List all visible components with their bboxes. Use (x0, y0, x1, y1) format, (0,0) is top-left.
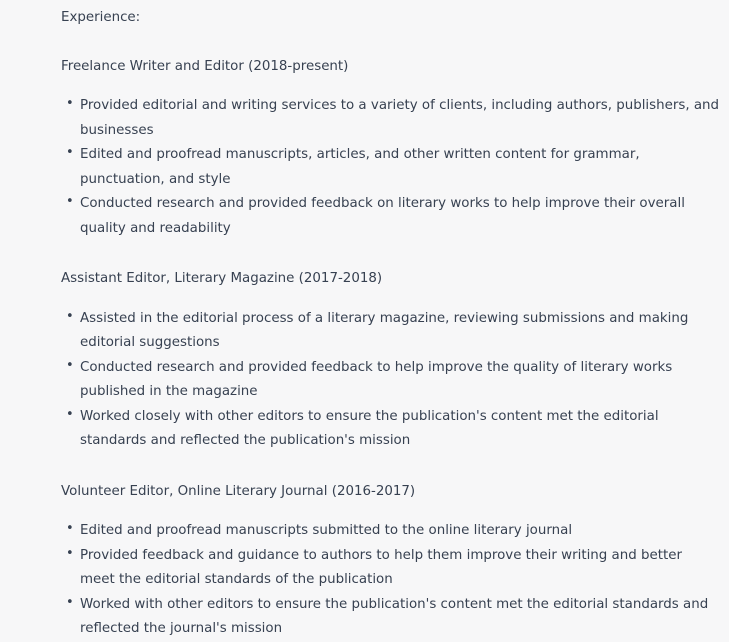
list-item (66, 356, 720, 405)
bullet-icon: • (66, 545, 74, 561)
bullet-text: Worked with other editors to ensure the publication's content met the editorial standards and reflected the journal's mission (80, 596, 709, 636)
job-title: Volunteer Editor, Online Literary Journal (2016-2017) (61, 483, 416, 499)
bullet-text: Assisted in the editorial process of a literary magazine, reviewing submissions and making editorial suggestions (80, 310, 689, 350)
list-item (66, 519, 720, 544)
bullet-text: Provided feedback and guidance to authors to help them improve their writing and better meet the editorial standards of the publication (80, 547, 682, 587)
list-item (66, 405, 720, 454)
list-item (66, 307, 720, 356)
list-item (66, 544, 720, 593)
bullet-text: Worked closely with other editors to ensure the publication's content met the editorial standards and reflected the publication's mission (80, 408, 659, 448)
bullet-icon: • (66, 308, 74, 324)
list-item (66, 593, 720, 642)
job-title: Freelance Writer and Editor (2018-present) (61, 58, 349, 74)
bullet-icon: • (66, 357, 74, 373)
list-item (66, 143, 720, 192)
bullet-icon: • (66, 594, 74, 610)
job-title: Assistant Editor, Literary Magazine (2017-2018) (61, 271, 383, 286)
bullet-text: Provided editorial and writing services to a variety of clients, including authors, publishers, and businesses (80, 98, 720, 138)
list-item (66, 94, 720, 143)
job-bullet-list (61, 307, 720, 454)
job-bullet-list (61, 94, 720, 241)
bullet-icon: • (66, 406, 74, 422)
bullet-icon: • (66, 194, 74, 209)
bullet-icon: • (66, 96, 74, 111)
section-heading: Experience: (61, 10, 141, 25)
list-item (66, 192, 720, 241)
bullet-text: Edited and proofread manuscripts, articles, and other written content for grammar, punctuation, and style (80, 147, 640, 187)
job-bullet-list (61, 519, 720, 642)
bullet-icon: • (66, 145, 74, 160)
bullet-text: Conducted research and provided feedback on literary works to help improve their overall quality and readability (80, 196, 685, 236)
bullet-icon: • (66, 521, 74, 536)
bullet-text: Conducted research and provided feedback to help improve the quality of literary works published in the magazine (80, 359, 673, 399)
bullet-text: Edited and proofread manuscripts submitted to the online literary journal (80, 523, 573, 538)
